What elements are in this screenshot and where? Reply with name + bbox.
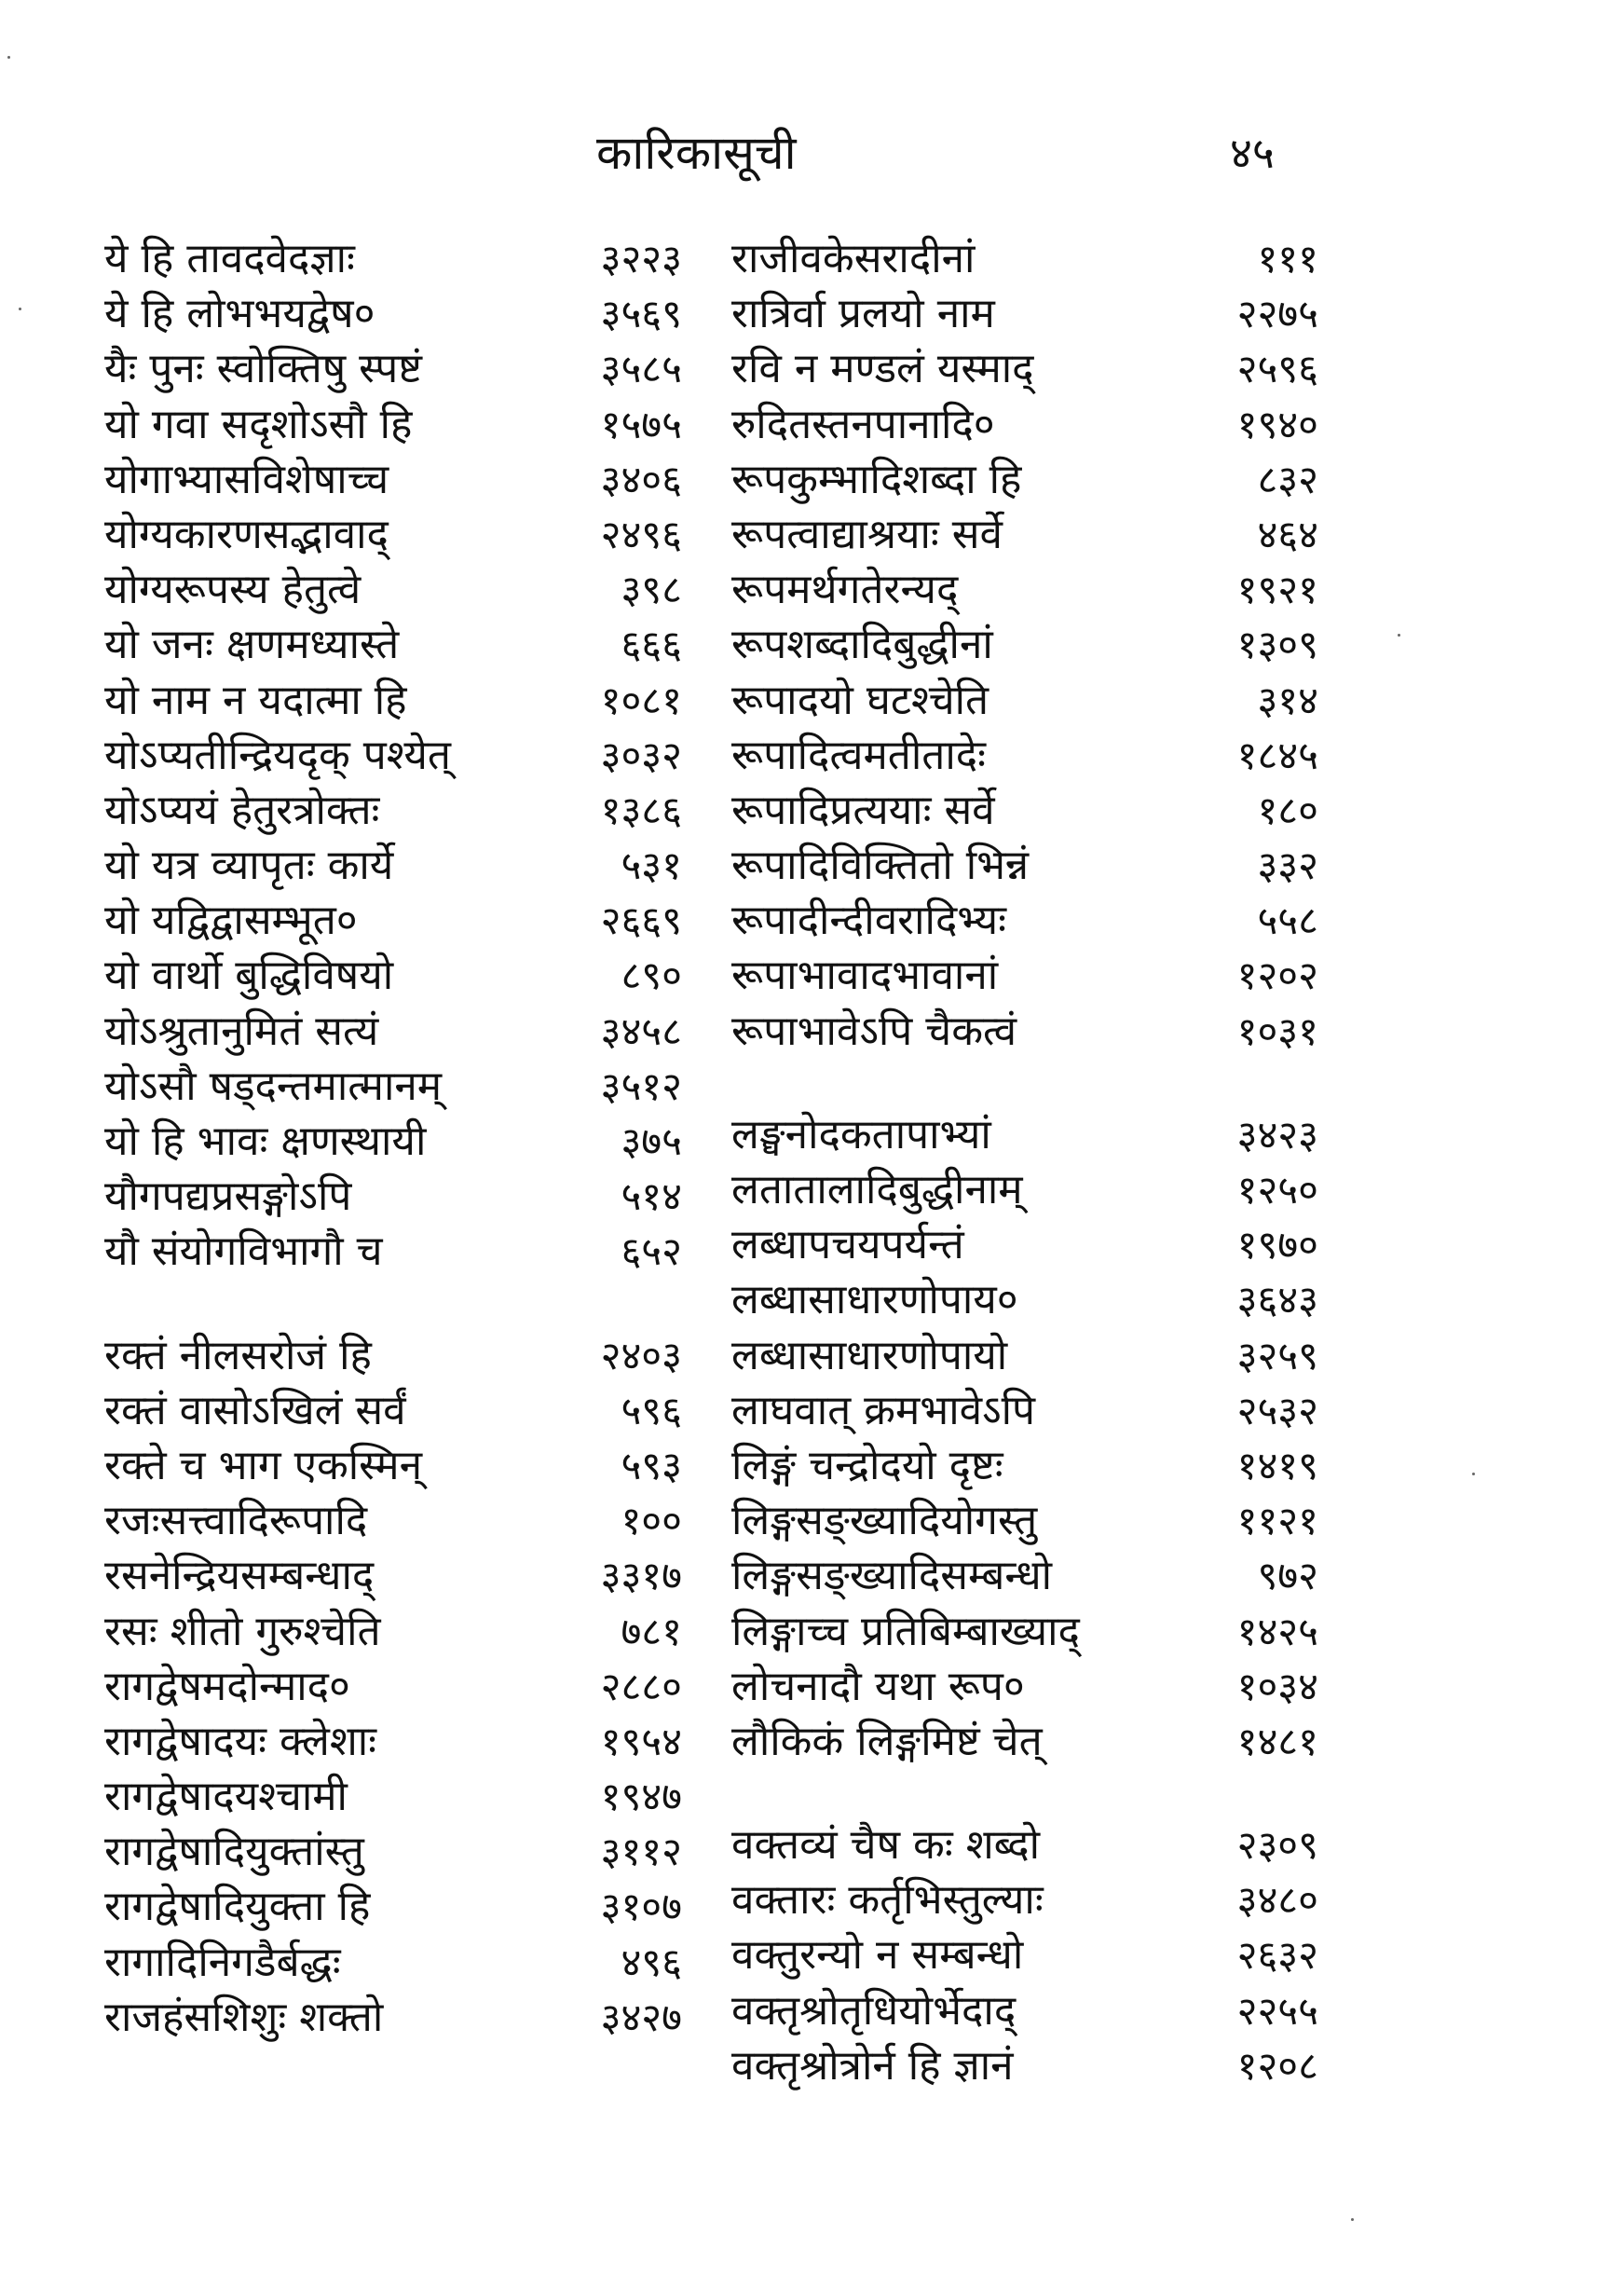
index-entry [104,1059,682,1114]
index-entry [104,1438,682,1493]
index-entry [731,1328,1318,1383]
karika-text: वक्तव्यं चैष कः शब्दो [731,1821,1041,1870]
karika-number: ३७५ [621,1118,682,1164]
karika-text: योग्यरूपस्य हेतुत्वे [104,566,362,614]
karika-text: वक्तारः कर्तृभिस्तुल्याः [731,1876,1044,1925]
karika-number: ६६६ [621,622,682,668]
karika-text: लिङ्गसङ्ख्यादिसम्बन्धो [731,1552,1053,1600]
karika-text: ये हि लोभभयद्वेष० [104,290,375,338]
karika-text: यो वार्थो बुद्धिविषयो [104,952,394,1000]
index-entry [731,1162,1318,1217]
karika-text: रूपशब्दादिबुद्धीनां [731,621,993,669]
karika-text: रागद्वेषादयः क्लेशाः [104,1717,377,1765]
karika-number: ५९३ [621,1442,682,1488]
karika-number: ५१४ [621,1173,682,1220]
index-entry [731,562,1318,617]
index-entry [731,1217,1318,1272]
index-entry [731,1927,1318,1982]
group-separator [731,1769,1318,1817]
karika-number: ३१४ [1257,677,1318,723]
index-entry [104,1879,682,1934]
karika-number: ५९६ [621,1387,682,1433]
karika-text: राजीवकेसरादीनां [731,235,976,282]
scan-speck [19,308,21,310]
index-entry [731,673,1318,728]
index-entry [731,452,1318,507]
karika-text: लङ्घनोदकतापाभ्यां [731,1110,991,1158]
karika-text: रात्रिर्वा प्रलयो नाम [731,290,995,338]
index-entry [731,1107,1318,1162]
karika-number: २४९६ [600,511,682,557]
index-entry [104,948,682,1003]
scan-speck [1351,2218,1354,2221]
karika-text: योऽश्रुतानुमितं सत्यं [104,1007,379,1055]
karika-number: ६५२ [621,1228,682,1275]
karika-number: २२५५ [1236,1987,1318,2034]
karika-number: ३२५९ [1236,1332,1318,1378]
karika-number: २२७५ [1236,291,1318,337]
karika-text: रूपादयो घटश्चेति [731,676,989,724]
index-entry [731,341,1318,396]
karika-number: ११२१ [1236,1498,1318,1544]
karika-text: यो यद्विद्वासम्भूत० [104,897,358,945]
index-entry [731,286,1318,341]
index-entry [104,286,682,341]
index-entry [104,1769,682,1824]
karika-number: ३११२ [600,1829,682,1875]
karika-text: लिङ्गाच्च प्रतिबिम्बाख्याद् [731,1607,1080,1655]
karika-number: ३४२७ [600,1994,682,2040]
karika-number: १४२५ [1236,1608,1318,1654]
index-entry [104,1990,682,2045]
karika-text: यो जनः क्षणमध्यास्ते [104,621,400,669]
karika-text: रक्तं नीलसरोजं हि [104,1331,372,1379]
karika-number: ५५८ [1257,898,1318,944]
karika-text: रुदितस्तनपानादि० [731,400,995,448]
index-entry [104,507,682,562]
karika-number: १९४७ [600,1774,682,1820]
karika-text: रागद्वेषादियुक्ता हि [104,1883,371,1931]
karika-number: ३१०७ [600,1884,682,1930]
karika-text: यो गवा सदृशोऽसौ हि [104,400,413,448]
index-entry [104,1714,682,1769]
karika-text: ये हि तावदवेदज्ञाः [104,235,355,282]
index-entry [731,893,1318,948]
index-entry [104,562,682,617]
index-entry [104,452,682,507]
karika-text: रूपादिप्रत्ययाः सर्वे [731,786,995,834]
index-entry [731,1983,1318,2038]
index-entry [104,341,682,396]
karika-number: ८९० [621,953,682,999]
index-entry [731,617,1318,672]
karika-number: ३४२३ [1236,1111,1318,1158]
karika-number: ३२२३ [600,236,682,281]
karika-number: १२०२ [1236,953,1318,999]
karika-number: ४९६ [621,1939,682,1985]
index-entry [731,507,1318,562]
karika-text: वक्तृश्रोत्रोर्न हि ज्ञानं [731,2041,1014,2090]
index-entry [104,617,682,672]
karika-number: २३०९ [1236,1822,1318,1869]
right-column [731,231,1318,2093]
index-entry [104,1493,682,1548]
index-entry [104,1169,682,1224]
karika-number: २५३२ [1236,1387,1318,1433]
index-entry [104,1824,682,1879]
scan-speck [1472,1473,1475,1475]
karika-number: १०० [621,1498,682,1544]
karika-number: ३९८ [621,567,682,613]
karika-text: लिङ्गं चन्द्रोदयो दृष्टः [731,1441,1003,1489]
karika-number: १५७५ [600,401,682,447]
index-entry [104,783,682,838]
karika-text: यो यत्र व्यापृतः कार्ये [104,842,394,890]
karika-number: ३४८० [1236,1877,1318,1924]
index-entry [731,1817,1318,1872]
page-title: कारिकासूची [596,126,797,180]
page-number: ४५ [1230,128,1275,178]
karika-text: रूपमर्थगतेरन्यद् [731,566,959,614]
karika-text: रागादिनिगडैर्बद्धः [104,1938,341,1986]
karika-number: ३४०६ [600,456,682,502]
karika-text: योऽसौ षड्दन्तमात्मानम् [104,1062,443,1110]
karika-text: लोचनादौ यथा रूप० [731,1662,1025,1710]
karika-text: रूपाभावेऽपि चैकत्वं [731,1007,1017,1055]
karika-text: यो नाम न यदात्मा हि [104,676,407,724]
index-entry [731,1493,1318,1548]
karika-text: योऽप्ययं हेतुरत्रोक्तः [104,786,380,834]
index-entry [104,231,682,286]
karika-text: रूपकुम्भादिशब्दा हि [731,455,1022,503]
karika-text: रूपादित्वमतीतादेः [731,731,986,779]
karika-text: योगाभ्यासविशेषाच्च [104,455,389,503]
karika-text: रवि न मण्डलं यस्माद् [731,345,1034,393]
karika-number: २५९६ [1236,346,1318,392]
karika-number: १८० [1257,787,1318,833]
karika-number: २८८० [600,1663,682,1709]
index-entry [731,1272,1318,1327]
karika-text: रक्ते च भाग एकस्मिन् [104,1441,423,1489]
index-entry [104,1224,682,1279]
karika-text: लतातालादिबुद्धीनाम् [731,1166,1023,1213]
karika-number: १९४० [1236,401,1318,447]
karika-text: रजःसत्त्वादिरूपादि [104,1497,368,1545]
karika-number: १९७० [1236,1222,1318,1268]
karika-text: यौ संयोगविभागौ च [104,1227,383,1276]
group-separator [731,1059,1318,1107]
karika-number: ३६४३ [1236,1277,1318,1323]
karika-number: १८४५ [1236,732,1318,778]
karika-text: वक्तृश्रोतृधियोर्भेदाद् [731,1986,1017,2035]
karika-number: १४१९ [1236,1442,1318,1488]
karika-text: लब्धासाधारणोपाय० [731,1276,1018,1324]
karika-text: रागद्वेषमदोन्माद० [104,1662,350,1710]
karika-text: रूपत्वाद्याश्रयाः सर्वे [731,510,1003,558]
group-separator [104,1280,682,1328]
karika-text: रागद्वेषादियुक्तांस्तु [104,1828,364,1876]
karika-text: यो हि भावः क्षणस्थायी [104,1117,427,1165]
index-entry [731,397,1318,452]
index-entry [104,838,682,893]
index-entry [731,231,1318,286]
karika-text: रूपाभावादभावानां [731,952,999,1000]
karika-text: वक्तुरन्यो न सम्बन्धो [731,1931,1024,1980]
index-entry [731,1548,1318,1603]
karika-text: राजहंसशिशुः शक्तो [104,1993,384,2041]
karika-number: १४८१ [1236,1718,1318,1764]
index-entry [731,2038,1318,2093]
karika-text: यौगपद्यप्रसङ्गोऽपि [104,1172,352,1221]
karika-text: रागद्वेषादयश्चामी [104,1773,348,1821]
index-entry [731,838,1318,893]
karika-text: योऽप्यतीन्द्रियदृक् पश्येत् [104,731,452,779]
index-entry [731,1659,1318,1714]
index-entry [104,1328,682,1383]
index-entry [104,1548,682,1603]
karika-number: १३८६ [600,787,682,833]
karika-number: २६६९ [600,898,682,944]
karika-text: रसः शीतो गुरुश्चेति [104,1607,381,1655]
karika-number: १९५४ [600,1718,682,1764]
index-entry [104,893,682,948]
karika-number: १३०९ [1236,622,1318,668]
karika-number: १९२१ [1236,567,1318,613]
index-entry [731,1714,1318,1769]
karika-text: रूपादिविक्तितो भिन्नं [731,842,1030,890]
karika-number: ३३१७ [600,1553,682,1599]
karika-number: ३५६९ [600,291,682,337]
index-entry [731,783,1318,838]
index-entry [104,673,682,728]
index-entry [731,1604,1318,1659]
karika-number: २६३२ [1236,1932,1318,1979]
karika-number: १०८१ [600,677,682,723]
karika-number: ८३२ [1257,456,1318,502]
karika-number: १२०८ [1236,2042,1318,2089]
scan-speck [7,56,10,59]
left-column [104,231,682,2045]
index-entry [104,1659,682,1714]
karika-number: ३४५८ [600,1007,682,1054]
karika-number: ३५१२ [600,1062,682,1109]
karika-number: १२५० [1236,1167,1318,1213]
karika-number: १०३१ [1236,1007,1318,1054]
index-entry [731,1004,1318,1059]
karika-text: यैः पुनः स्वोक्तिषु स्पष्टं [104,345,422,393]
index-entry [731,728,1318,783]
index-entry [104,1004,682,1059]
karika-number: १०३४ [1236,1663,1318,1709]
karika-number: १११ [1257,236,1318,281]
index-entry [731,1383,1318,1438]
karika-text: लाघवात् क्रमभावेऽपि [731,1386,1035,1434]
karika-number: ३५८५ [600,346,682,392]
karika-number: २४०३ [600,1332,682,1378]
karika-text: लौकिकं लिङ्गमिष्टं चेत् [731,1717,1043,1765]
index-entry [104,1114,682,1169]
karika-number: ९७२ [1257,1553,1318,1599]
karika-text: रसनेन्द्रियसम्बन्धाद् [104,1552,375,1600]
karika-text: लिङ्गसङ्ख्यादियोगस्तु [731,1497,1038,1545]
karika-text: रूपादीन्दीवरादिभ्यः [731,897,1007,945]
index-entry [104,1383,682,1438]
karika-text: लब्धासाधारणोपायो [731,1331,1008,1379]
index-entry [731,1872,1318,1927]
karika-text: योग्यकारणसद्भावाद् [104,510,389,558]
index-entry [104,1604,682,1659]
scan-speck [1398,634,1400,637]
karika-number: ७८१ [621,1608,682,1654]
karika-number: ४६४ [1257,511,1318,557]
karika-text: लब्धापचयपर्यन्तं [731,1221,964,1269]
karika-number: ३३२ [1257,843,1318,889]
index-entry [104,397,682,452]
karika-number: ३०३२ [600,732,682,778]
index-entry [104,1935,682,1990]
karika-text: रक्तं वासोऽखिलं सर्वं [104,1386,406,1434]
index-entry [104,728,682,783]
index-entry [731,1438,1318,1493]
karika-number: ५३१ [621,843,682,889]
index-entry [731,948,1318,1003]
